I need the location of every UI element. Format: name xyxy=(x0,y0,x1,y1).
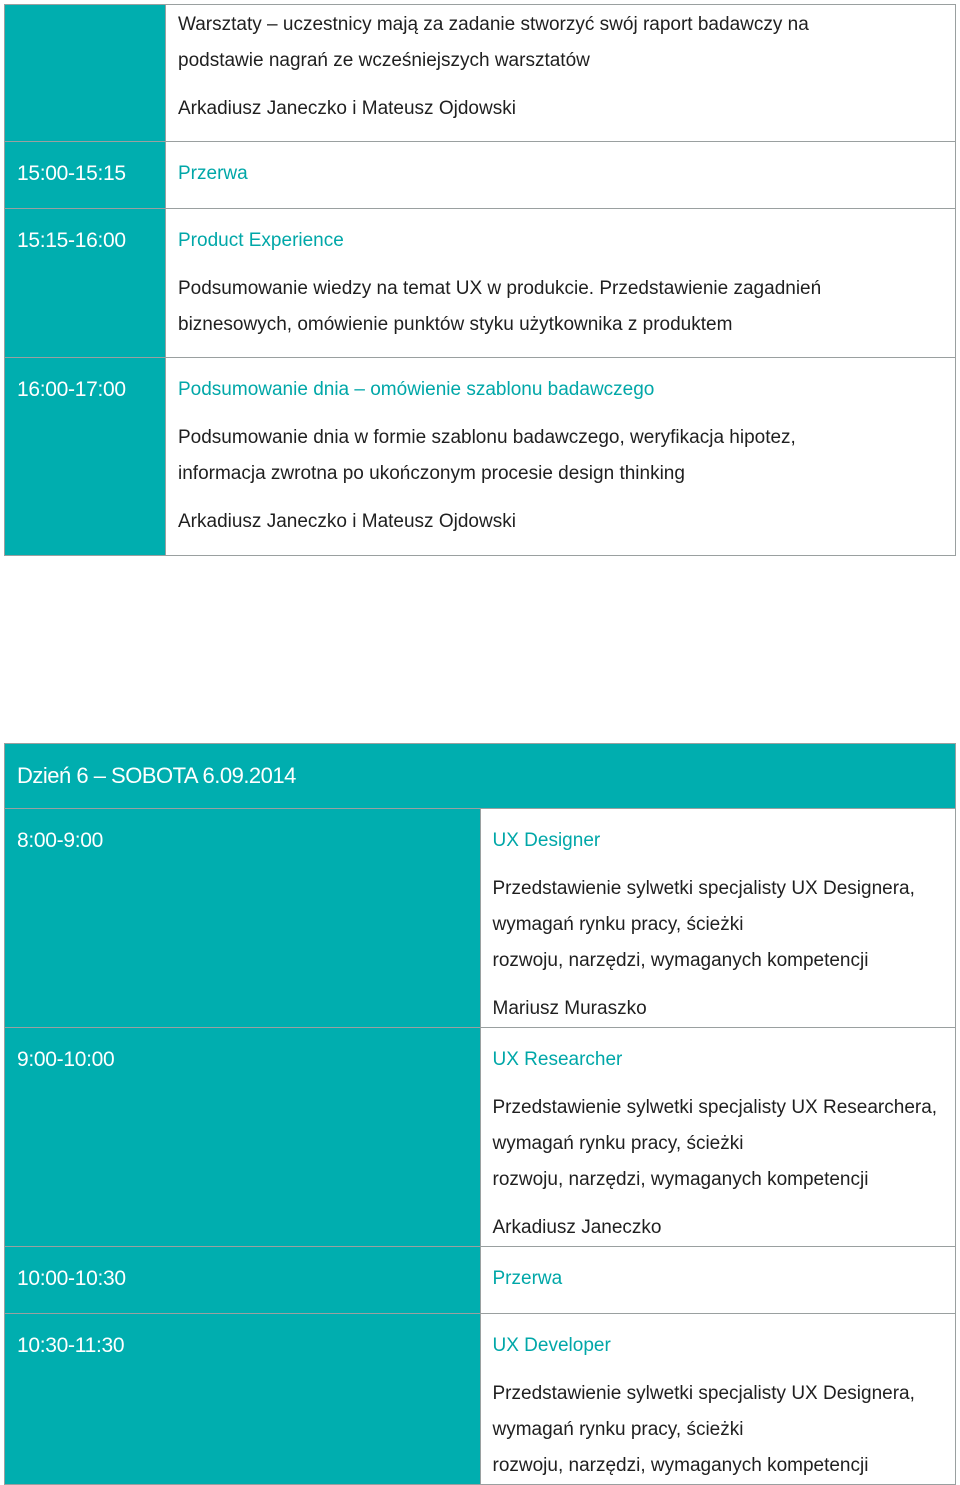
session-description-line: Warsztaty – uczestnicy mają za zadanie stworzyć swój raport badawczy na xyxy=(178,14,809,35)
session-title: UX Researcher xyxy=(492,1049,623,1070)
schedule-table-day5 xyxy=(4,4,956,556)
session-speaker: Arkadiusz Janeczko xyxy=(492,1217,662,1238)
session-time: 9:00-10:00 xyxy=(17,1048,115,1071)
session-time: 16:00-17:00 xyxy=(17,378,126,401)
session-speaker: Mariusz Muraszko xyxy=(492,998,647,1019)
session-title: Przerwa xyxy=(492,1268,563,1289)
session-description-line: rozwoju, narzędzi, wymaganych kompetencji xyxy=(492,1455,869,1476)
session-title: UX Developer xyxy=(492,1335,611,1356)
time-cell xyxy=(5,809,481,1028)
schedule-row xyxy=(5,358,956,556)
schedule-row xyxy=(5,809,956,1028)
session-description-line: Podsumowanie dnia w formie szablonu badawczego, weryfikacja hipotez, xyxy=(178,427,796,448)
session-description-line: podstawie nagrań ze wcześniejszych warsztatów xyxy=(178,50,590,71)
session-time: 8:00-9:00 xyxy=(17,829,104,852)
session-time: 10:30-11:30 xyxy=(17,1334,125,1357)
time-cell xyxy=(5,142,166,209)
schedule-row xyxy=(5,1314,956,1485)
schedule-row xyxy=(5,1028,956,1247)
schedule-table-day6 xyxy=(4,743,956,1485)
time-cell xyxy=(5,1247,481,1314)
content-cell xyxy=(166,209,956,358)
session-description-line: Przedstawienie sylwetki specjalisty UX Designera, wymagań rynku pracy, ścieżki xyxy=(492,878,915,935)
session-speaker: Arkadiusz Janeczko i Mateusz Ojdowski xyxy=(178,511,516,532)
time-cell xyxy=(5,1028,481,1247)
session-description-line: biznesowych, omówienie punktów styku użytkownika z produktem xyxy=(178,314,733,335)
day-header: Dzień 6 – SOBOTA 6.09.2014 xyxy=(5,744,956,809)
session-time: 10:00-10:30 xyxy=(17,1267,126,1290)
schedule-row xyxy=(5,142,956,209)
schedule-row-continuation xyxy=(5,5,956,142)
time-cell xyxy=(5,5,166,142)
content-cell xyxy=(480,1247,956,1314)
content-cell xyxy=(166,5,956,142)
time-cell xyxy=(5,1314,481,1485)
session-time: 15:15-16:00 xyxy=(17,229,126,252)
time-cell xyxy=(5,358,166,556)
session-title: Przerwa xyxy=(178,163,248,184)
schedule-row xyxy=(5,1247,956,1314)
session-description-line: informacja zwrotna po ukończonym procesie design thinking xyxy=(178,463,685,484)
schedule-row xyxy=(5,209,956,358)
content-cell xyxy=(166,358,956,556)
content-cell xyxy=(166,142,956,209)
time-cell xyxy=(5,209,166,358)
session-description-line: Podsumowanie wiedzy na temat UX w produkcie. Przedstawienie zagadnień xyxy=(178,278,822,299)
session-time: 15:00-15:15 xyxy=(17,162,126,185)
session-description-line: rozwoju, narzędzi, wymaganych kompetencji xyxy=(492,1169,869,1190)
session-title: UX Designer xyxy=(492,830,601,851)
session-title: Product Experience xyxy=(178,230,344,251)
session-description-line: rozwoju, narzędzi, wymaganych kompetencji xyxy=(492,950,869,971)
day-header-row xyxy=(5,744,956,809)
content-cell xyxy=(480,1028,956,1247)
session-description-line: Przedstawienie sylwetki specjalisty UX Researchera, wymagań rynku pracy, ścieżki xyxy=(492,1097,938,1154)
session-speaker: Arkadiusz Janeczko i Mateusz Ojdowski xyxy=(178,98,516,119)
content-cell xyxy=(480,809,956,1028)
content-cell xyxy=(480,1314,956,1485)
session-title: Podsumowanie dnia – omówienie szablonu badawczego xyxy=(178,379,655,400)
session-description-line: Przedstawienie sylwetki specjalisty UX Designera, wymagań rynku pracy, ścieżki xyxy=(492,1383,915,1440)
